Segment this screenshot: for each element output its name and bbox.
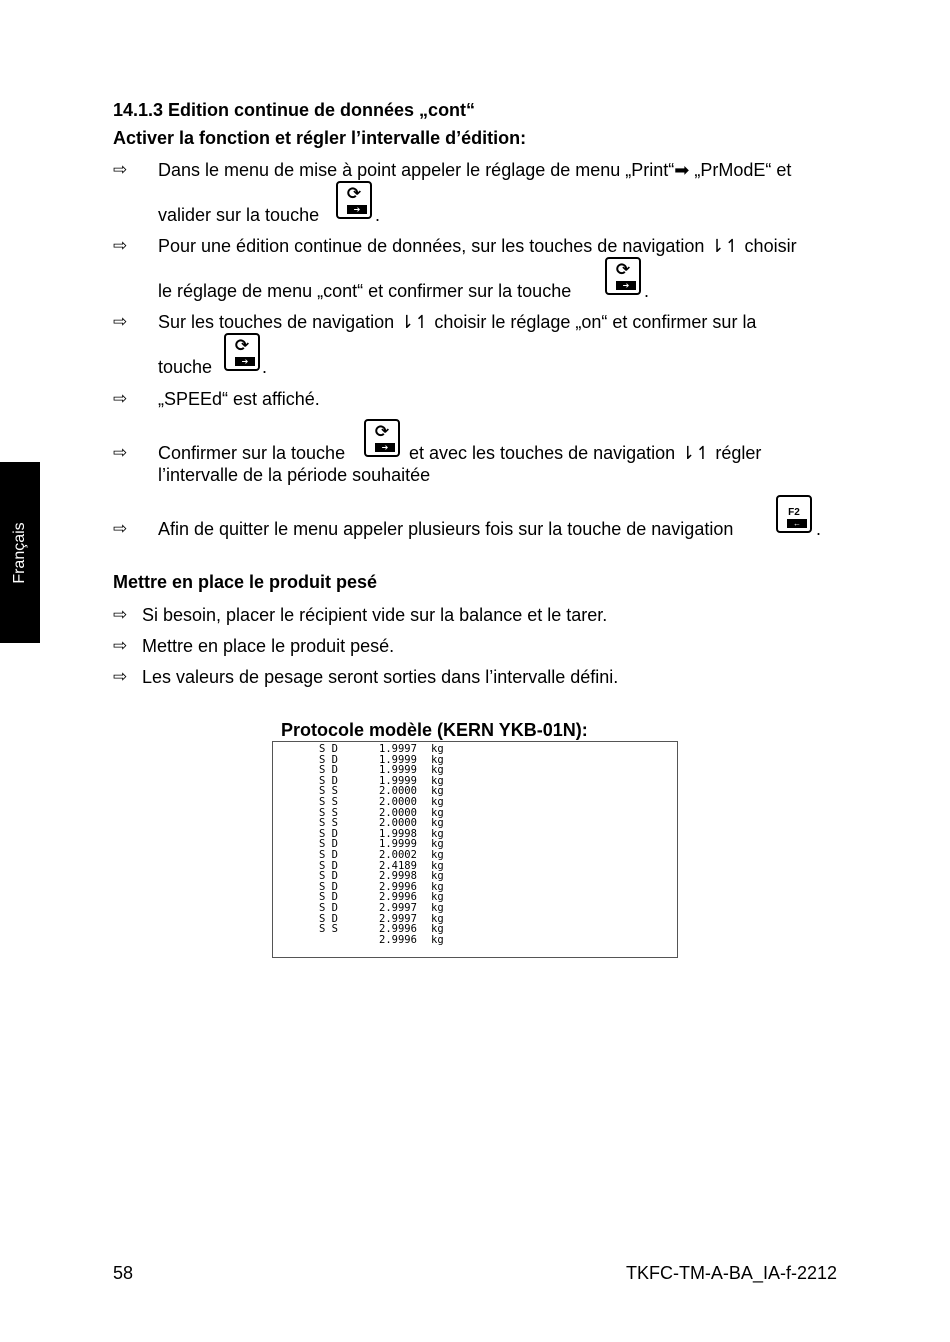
protocol-row-value: 1.9997 (379, 743, 417, 755)
step-2-line1: Pour une édition continue de données, sur les touches de navigation ⇂↿ choisir (158, 236, 797, 256)
protocol-row-value: 2.9997 (379, 912, 417, 925)
language-tab (0, 462, 40, 643)
section-title: 14.1.3 Edition continue de données „cont“ (113, 100, 476, 120)
f2-key-icon: F2 ← (776, 495, 812, 533)
protocol-row-value: 2.0000 (379, 806, 417, 819)
protocol-row-value: 2.9998 (379, 870, 417, 883)
step-6-line1: Afin de quitter le menu appeler plusieurs fois sur la touche de navigation (158, 519, 734, 539)
protocol-row-value: 2.9996 (379, 891, 417, 904)
protocol-row-unit: kg (431, 753, 444, 766)
protocol-row-flags: S D (319, 880, 338, 893)
step-1-end: . (375, 205, 381, 225)
protocol-row-unit: kg (431, 796, 444, 808)
protocol-row-value: 2.9996 (379, 880, 417, 893)
protocol-row-value: 2.0002 (379, 849, 417, 861)
step-6-end: . (816, 519, 822, 539)
bullet-arrow-icon: ⇨ (113, 312, 128, 331)
protocol-row-flags: S D (319, 764, 338, 777)
protocol-row-unit: kg (431, 806, 444, 819)
protocol-row-unit: kg (431, 827, 444, 840)
section-subtitle: Activer la fonction et régler l’intervalle d’édition: (113, 128, 527, 148)
protocol-row-flags: S D (319, 774, 338, 787)
confirm-key-icon: ⟳ ➔ (364, 419, 400, 457)
protocol-row-unit: kg (431, 859, 444, 872)
protocol-row-value: 2.0000 (379, 817, 417, 830)
protocol-row-unit: kg (431, 902, 444, 914)
step-5-line1b: et avec les touches de navigation ⇂↿ régler (409, 443, 762, 463)
protocol-row-value: 1.9999 (379, 753, 417, 766)
protocol-row-value: 2.9997 (379, 902, 417, 914)
bullet-arrow-icon: ⇨ (113, 160, 128, 179)
protocol-row-flags: S D (319, 838, 338, 851)
protocol-row-flags: S D (319, 912, 338, 925)
bullet-arrow-icon: ⇨ (113, 519, 128, 538)
protocol-row-unit: kg (431, 764, 444, 777)
step-3-line2: touche (158, 357, 213, 377)
protocol-printout (272, 741, 678, 958)
step-5-line2: l’intervalle de la période souhaitée (158, 465, 431, 485)
protocol-row-unit: kg (431, 774, 444, 787)
step-3-line1: Sur les touches de navigation ⇂↿ choisir le réglage „on“ et confirmer sur la (158, 312, 757, 332)
step-2-end: . (644, 281, 650, 301)
protocol-row-unit: kg (431, 785, 444, 798)
step-4-line1: „SPEEd“ est affiché. (158, 389, 320, 409)
protocol-row-flags: S D (319, 859, 338, 872)
step-1-line1: Dans le menu de mise à point appeler le réglage de menu „Print“➡ „PrModE“ et (158, 160, 792, 180)
protocol-row-unit: kg (431, 933, 444, 946)
protocol-row-flags: S S (319, 806, 338, 819)
protocol-row-flags: S S (319, 785, 338, 798)
section2-title: Mettre en place le produit pesé (113, 572, 378, 592)
bullet-arrow-icon: ⇨ (113, 236, 128, 255)
step-1-line2: valider sur la touche (158, 205, 320, 225)
protocol-row-flags: S D (319, 902, 338, 914)
protocol-row-value: 2.0000 (379, 796, 417, 808)
protocol-row-value: 2.9996 (379, 933, 417, 946)
protocol-row-flags: S S (319, 923, 338, 936)
protocol-row-unit: kg (431, 870, 444, 883)
document-id: TKFC-TM-A-BA_IA-f-2212 (625, 1263, 837, 1283)
protocol-row-value: 2.9996 (379, 923, 417, 936)
bullet-arrow-icon: ⇨ (113, 636, 128, 655)
step-5-line1a: Confirmer sur la touche (158, 443, 346, 463)
protocol-row-value: 1.9998 (379, 827, 417, 840)
protocol-row-unit: kg (431, 743, 444, 755)
step-2-line2: le réglage de menu „cont“ et confirmer sur la touche (158, 281, 572, 301)
protocol-row-flags: S D (319, 849, 338, 861)
language-tab-label: Français (11, 521, 28, 584)
protocol-row-unit: kg (431, 891, 444, 904)
bullet-arrow-icon: ⇨ (113, 667, 128, 686)
protocol-row-flags: S D (319, 870, 338, 883)
confirm-key-icon: ⟳ ➔ (224, 333, 260, 371)
confirm-key-icon: ⟳ ➔ (336, 181, 372, 219)
protocol-row-value: 1.9999 (379, 838, 417, 851)
protocol-row-value: 2.0000 (379, 785, 417, 798)
protocol-row-unit: kg (431, 817, 444, 830)
protocol-row-unit: kg (431, 880, 444, 893)
bullet-arrow-icon: ⇨ (113, 389, 128, 408)
protocol-row-value: 1.9999 (379, 764, 417, 777)
protocol-row-flags: S D (319, 743, 338, 755)
protocol-row-flags: S D (319, 753, 338, 766)
protocol-title: Protocole modèle (KERN YKB-01N): (281, 720, 588, 740)
confirm-key-icon: ⟳ ➔ (605, 257, 641, 295)
protocol-row-flags: S S (319, 796, 338, 808)
bullet-arrow-icon: ⇨ (113, 443, 128, 462)
protocol-row-value: 2.4189 (379, 859, 417, 872)
protocol-row-value: 1.9999 (379, 774, 417, 787)
page-number: 58 (113, 1263, 134, 1283)
protocol-row-flags: S D (319, 891, 338, 904)
protocol-row-flags: S S (319, 817, 338, 830)
protocol-row-unit: kg (431, 923, 444, 936)
protocol-row-unit: kg (431, 838, 444, 851)
protocol-row-flags: S D (319, 827, 338, 840)
bullet-arrow-icon: ⇨ (113, 605, 128, 624)
protocol-row-unit: kg (431, 912, 444, 925)
step-3-end: . (262, 357, 268, 377)
protocol-row-unit: kg (431, 849, 444, 861)
